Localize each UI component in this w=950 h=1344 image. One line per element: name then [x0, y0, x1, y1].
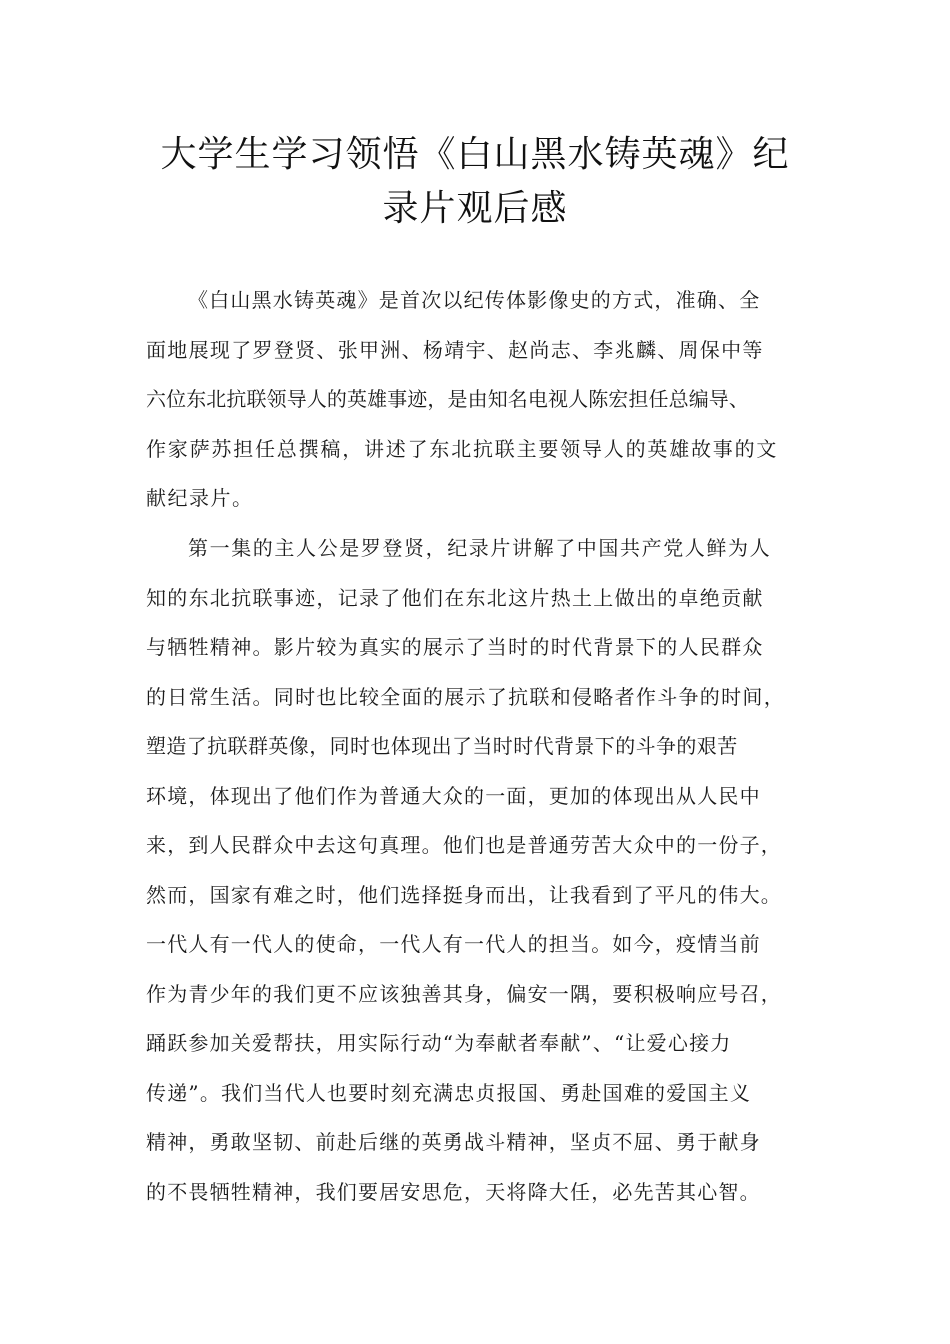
text-line: 六位东北抗联领导人的英雄事迹，是由知名电视人陈宏担任总编导、	[146, 387, 749, 411]
text-line: 的不畏牺牲精神，我们要居安思危，天将降大任，必先苦其心智。	[146, 1179, 761, 1204]
text-line: 作家萨苏担任总撰稿，讲述了东北抗联主要领导人的英雄故事的文	[146, 436, 779, 461]
title-line: 大学生学习领悟《白山黑水铸英魂》纪	[160, 134, 790, 175]
text-line: 面地展现了罗登贤、张甲洲、杨靖宇、赵尚志、李兆麟、周保中等	[146, 337, 764, 362]
text-line: 第一集的主人公是罗登贤，纪录片讲解了中国共产党人鲜为人	[188, 536, 772, 560]
body-paragraph-1	[146, 276, 778, 524]
text-line: 传递”。我们当代人也要时刻充满忠贞报国、勇赴国难的爱国主义	[146, 1080, 752, 1105]
text-line: 知的东北抗联事迹，记录了他们在东北这片热土上做出的卓绝贡献	[146, 585, 764, 610]
text-line: 环境，体现出了他们作为普通大众的一面，更加的体现出从人民中	[146, 783, 761, 808]
text-line: 精神，勇敢坚韧、前赴后继的英勇战斗精神，坚贞不屈、勇于献身	[146, 1130, 761, 1154]
text-line: 来，到人民群众中去这句真理。他们也是普通劳苦大众中的一份子，	[146, 833, 782, 857]
title-line: 录片观后感	[382, 188, 568, 229]
text-line: 塑造了抗联群英像，同时也体现出了当时时代背景下的斗争的艰苦	[146, 734, 738, 758]
text-line: 作为青少年的我们更不应该独善其身，偏安一隅，要积极响应号召，	[146, 981, 782, 1006]
text-line: 与牺牲精神。影片较为真实的展示了当时的时代背景下的人民群众	[146, 635, 764, 659]
text-line: 一代人有一代人的使命，一代人有一代人的担当。如今，疫情当前	[146, 932, 761, 956]
text-line: 《白山黑水铸英魂》是首次以纪传体影像史的方式，准确、全	[188, 288, 761, 312]
text-line: 然而，国家有难之时，他们选择挺身而出，让我看到了平凡的伟大。	[146, 882, 782, 907]
text-line: 的日常生活。同时也比较全面的展示了抗联和侵略者作斗争的时间，	[146, 684, 785, 709]
document-title	[100, 128, 850, 236]
text-line: 踊跃参加关爱帮扶，用实际行动“为奉献者奉献”、“让爱心接力	[146, 1031, 732, 1055]
body-paragraph-2	[146, 524, 785, 1217]
text-line: 献纪录片。	[146, 486, 254, 510]
